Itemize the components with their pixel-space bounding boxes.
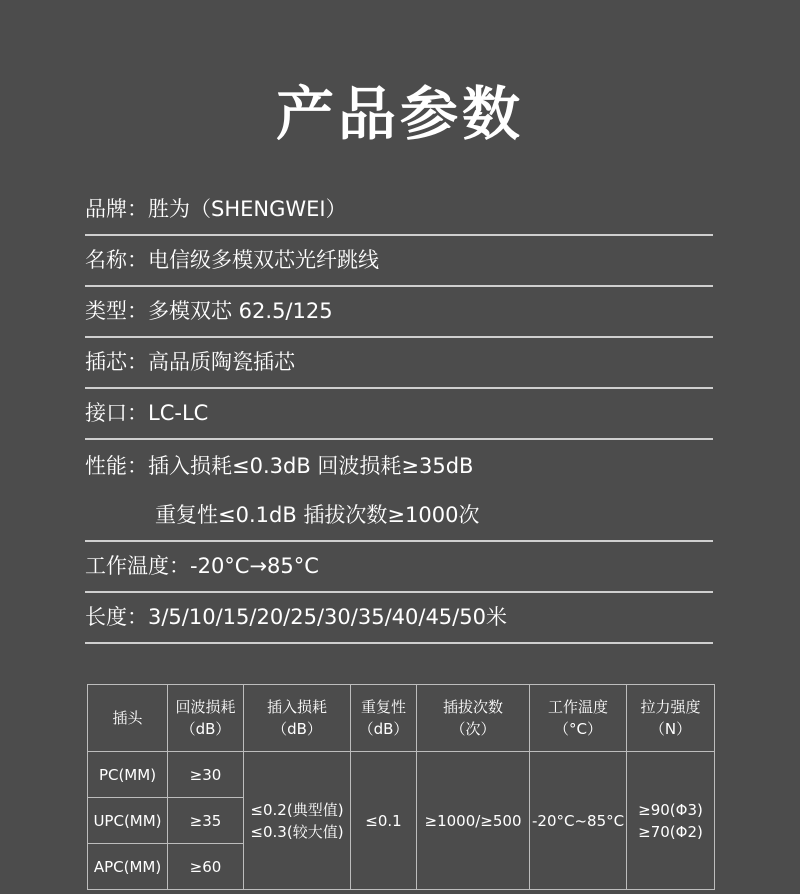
header-return-loss: 回波损耗 （dB） [168, 685, 244, 752]
spec-performance-2: 重复性≤0.1dB 插拔次数≥1000次 [155, 503, 480, 527]
spec-length: 长度：3/5/10/15/20/25/30/35/40/45/50米 [85, 605, 507, 629]
spec-interface: 接口：LC-LC [85, 401, 209, 425]
header-insertion-loss: 插入损耗 （dB） [244, 685, 351, 752]
spec-row-performance-2 [85, 492, 713, 542]
header-tensile: 拉力强度 （N） [627, 685, 715, 752]
header-repeatability: 重复性 （dB） [351, 685, 417, 752]
spec-brand: 品牌：胜为（SHENGWEI） [85, 197, 347, 221]
spec-row-temperature [85, 543, 713, 593]
spec-row-performance [85, 441, 713, 491]
cell-return-loss: ≥30 [168, 752, 244, 798]
page-title: 产品参数 [275, 80, 524, 148]
cell-return-loss: ≥60 [168, 844, 244, 890]
cell-plug: PC(MM) [88, 752, 168, 798]
spec-ferrule: 插芯：高品质陶瓷插芯 [85, 350, 295, 374]
header-mating-cycles: 插拔次数 （次） [417, 685, 530, 752]
header-temperature: 工作温度 （°C） [530, 685, 627, 752]
spec-type: 类型：多模双芯 62.5/125 [85, 299, 333, 323]
table-header-row [88, 685, 715, 752]
spec-performance: 性能：插入损耗≤0.3dB 回波损耗≥35dB [85, 454, 474, 478]
spec-row-length [85, 594, 713, 644]
spec-row-type [85, 288, 713, 338]
parameters-table [87, 684, 715, 890]
cell-temperature: -20°C~85°C [530, 752, 627, 890]
cell-plug: APC(MM) [88, 844, 168, 890]
table-row [88, 752, 715, 798]
spec-row-ferrule [85, 339, 713, 389]
cell-return-loss: ≥35 [168, 798, 244, 844]
cell-repeatability: ≤0.1 [351, 752, 417, 890]
cell-plug: UPC(MM) [88, 798, 168, 844]
cell-mating-cycles: ≥1000/≥500 [417, 752, 530, 890]
header-plug: 插头 [88, 685, 168, 752]
spec-row-brand [85, 186, 713, 236]
spec-row-interface [85, 390, 713, 440]
spec-row-name [85, 237, 713, 287]
spec-temperature: 工作温度：-20°C→85°C [85, 554, 319, 578]
cell-tensile: ≥90(Φ3) ≥70(Φ2) [627, 752, 715, 890]
spec-name: 名称：电信级多模双芯光纤跳线 [85, 248, 379, 272]
cell-insertion-loss: ≤0.2(典型值) ≤0.3(较大值) [244, 752, 351, 890]
